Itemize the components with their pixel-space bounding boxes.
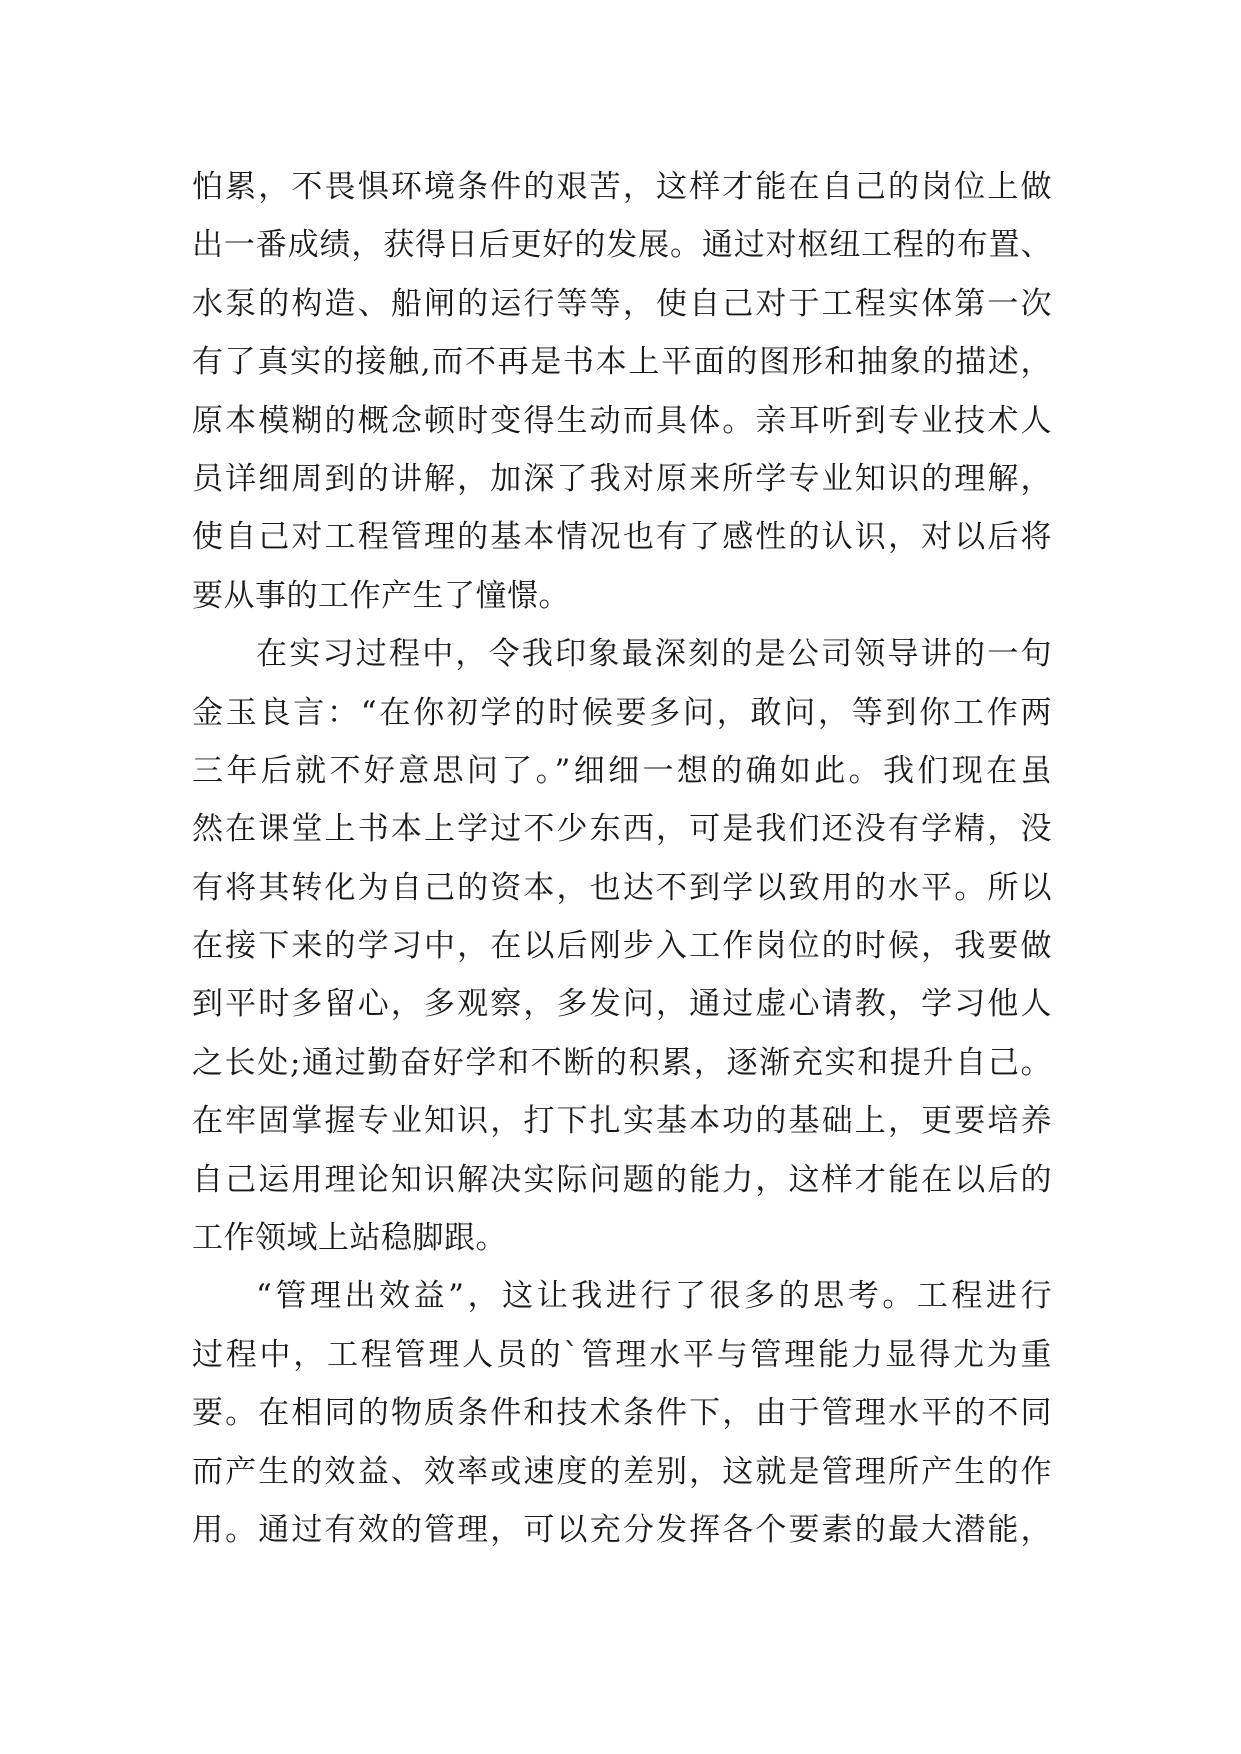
text-line: 金玉良言：“在你初学的时候要多问，敢问，等到你工作两 <box>192 694 1052 731</box>
text-line: 自己运用理论知识解决实际问题的能力，这样才能在以后的 <box>192 1161 1052 1198</box>
text-line: 有将其转化为自己的资本，也达不到学以致用的水平。所以 <box>192 869 1052 906</box>
text-line: 有了真实的接触,而不再是书本上平面的图形和抽象的描述， <box>192 344 1052 381</box>
text-line: 在实习过程中，令我印象最深刻的是公司领导讲的一句 <box>256 636 1052 673</box>
text-line: 然在课堂上书本上学过不少东西，可是我们还没有学精，没 <box>192 811 1052 848</box>
text-line: 工作领域上站稳脚跟。 <box>192 1220 507 1257</box>
text-line: 在牢固掌握专业知识，打下扎实基本功的基础上，更要培养 <box>192 1103 1052 1140</box>
text-line: 过程中，工程管理人员的`管理水平与管理能力显得尤为重 <box>192 1336 1052 1373</box>
text-line: 要从事的工作产生了憧憬。 <box>192 577 570 614</box>
text-line: 使自己对工程管理的基本情况也有了感性的认识，对以后将 <box>192 519 1052 556</box>
body-text <box>192 158 1052 1559</box>
text-line: 三年后就不好意思问了。”细细一想的确如此。我们现在虽 <box>192 752 1052 789</box>
text-line: 用。通过有效的管理，可以充分发挥各个要素的最大潜能， <box>192 1511 1052 1548</box>
text-line: 员详细周到的讲解，加深了我对原来所学专业知识的理解， <box>192 460 1052 497</box>
text-line: 水泵的构造、船闸的运行等等，使自己对于工程实体第一次 <box>192 285 1052 322</box>
text-line: 之长处;通过勤奋好学和不断的积累，逐渐充实和提升自己。 <box>192 1044 1052 1081</box>
text-line: 在接下来的学习中，在以后刚步入工作岗位的时候，我要做 <box>192 928 1052 965</box>
text-line: 出一番成绩，获得日后更好的发展。通过对枢纽工程的布置、 <box>192 227 1052 264</box>
text-line: 到平时多留心，多观察，多发问，通过虚心请教，学习他人 <box>192 986 1052 1023</box>
text-line: 怕累，不畏惧环境条件的艰苦，这样才能在自己的岗位上做 <box>192 169 1052 205</box>
text-line: 要。在相同的物质条件和技术条件下，由于管理水平的不同 <box>192 1395 1052 1432</box>
text-line: 原本模糊的概念顿时变得生动而具体。亲耳听到专业技术人 <box>192 402 1052 439</box>
text-line: 而产生的效益、效率或速度的差别，这就是管理所产生的作 <box>192 1453 1052 1490</box>
text-line: “管理出效益”，这让我进行了很多的思考。工程进行 <box>256 1278 1052 1315</box>
